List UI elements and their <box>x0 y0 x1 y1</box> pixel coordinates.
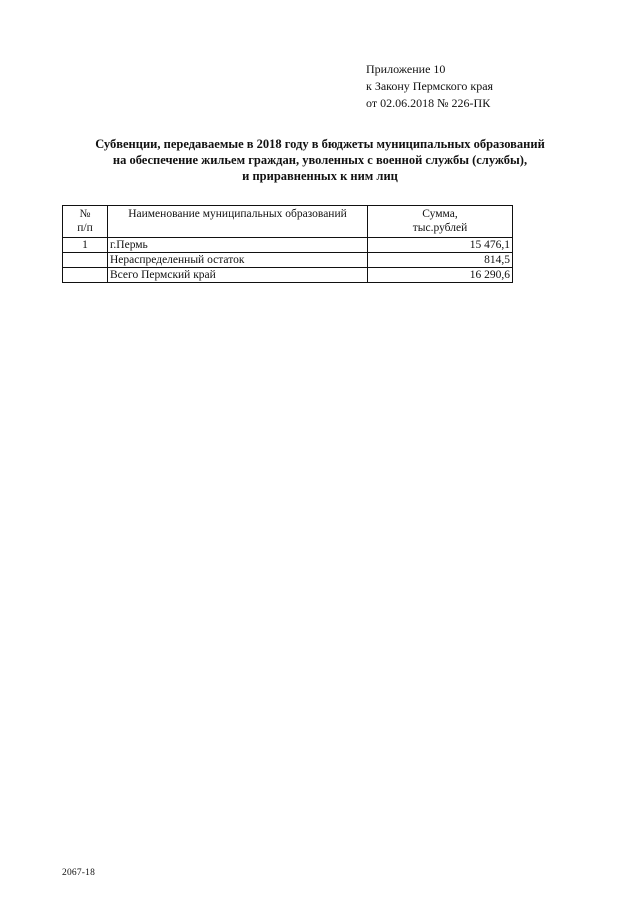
document-title <box>40 136 600 184</box>
document-code: 2067-18 <box>62 868 96 878</box>
table-row-total <box>63 268 513 283</box>
row-sum: 16 290,6 <box>368 268 513 283</box>
row-name: г.Пермь <box>108 238 368 253</box>
row-name: Всего Пермский край <box>108 268 368 283</box>
header-number-line-2: п/п <box>77 222 93 234</box>
row-sum: 814,5 <box>368 253 513 268</box>
appendix-law-reference: к Закону Пермского края <box>366 79 494 93</box>
appendix-law-date: от 02.06.2018 № 226-ПК <box>366 96 491 110</box>
header-sum-line-1: Сумма, <box>422 208 458 220</box>
header-name: Наименование муниципальных образований <box>108 206 368 238</box>
title-line-2: на обеспечение жильем граждан, уволенных с военной службы (службы), <box>112 153 528 167</box>
appendix-number: Приложение 10 <box>366 62 446 76</box>
row-number <box>63 253 108 268</box>
header-number <box>63 206 108 238</box>
table-row <box>63 238 513 253</box>
row-sum: 15 476,1 <box>368 238 513 253</box>
table-header-row <box>63 206 513 238</box>
title-line-1: Субвенции, передаваемые в 2018 году в бюджеты муниципальных образований <box>95 137 545 151</box>
appendix-header <box>366 61 493 112</box>
row-number <box>63 268 108 283</box>
header-sum-line-2: тыс.рублей <box>412 222 468 234</box>
subsidies-table <box>62 205 513 283</box>
row-number: 1 <box>63 238 108 253</box>
row-name: Нераспределенный остаток <box>108 253 368 268</box>
title-line-3: и приравненных к ним лиц <box>242 169 398 183</box>
table-row <box>63 253 513 268</box>
header-number-line-1: № <box>79 208 91 220</box>
header-sum <box>368 206 513 238</box>
